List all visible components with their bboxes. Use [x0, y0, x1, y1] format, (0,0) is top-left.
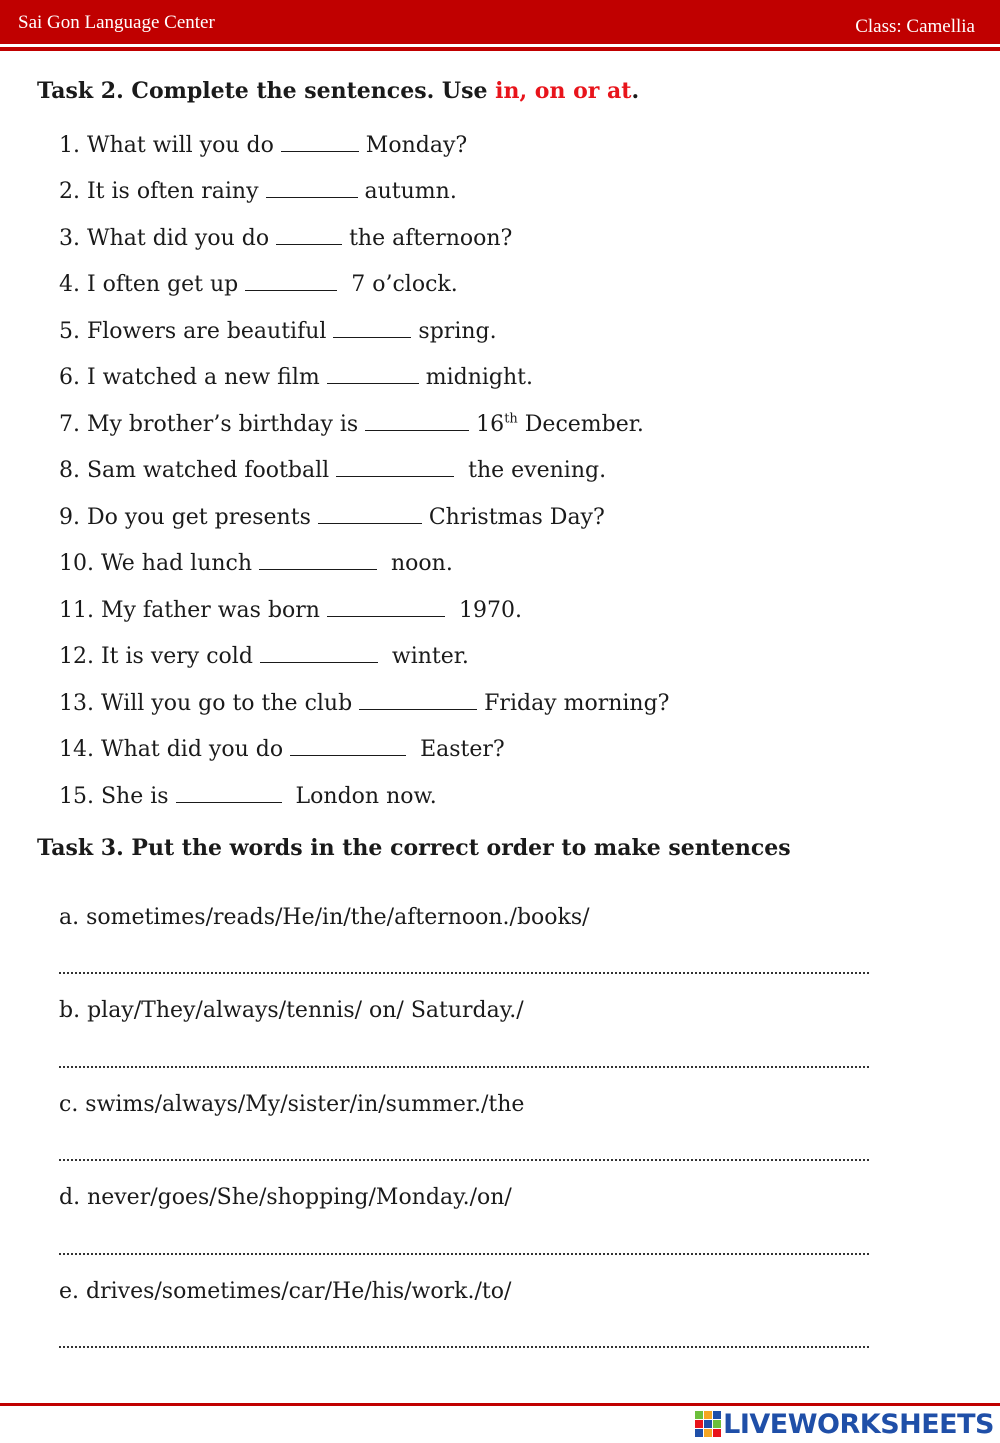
task2-item-4: 4. I often get up 7 o’clock.	[59, 272, 458, 297]
task3-item-e: e. drives/sometimes/car/He/his/work./to/	[59, 1279, 512, 1304]
answer-blank[interactable]	[318, 505, 422, 524]
answer-blank[interactable]	[336, 458, 454, 477]
liveworksheets-logo-icon	[695, 1411, 721, 1437]
task2-item-11: 11. My father was born 1970.	[59, 598, 522, 623]
header-bar	[0, 0, 1000, 44]
task2-item-15: 15. She is London now.	[59, 784, 437, 809]
task2-item-9: 9. Do you get presents Christmas Day?	[59, 505, 605, 530]
task2-item-10: 10. We had lunch noon.	[59, 551, 453, 576]
ordinal-suffix: th	[504, 411, 518, 427]
liveworksheets-logo[interactable]	[695, 1407, 994, 1441]
answer-line[interactable]	[59, 1064, 869, 1068]
task3-item-a: a. sometimes/reads/He/in/the/afternoon./books/	[59, 905, 590, 930]
task2-item-1: 1. What will you do Monday?	[59, 133, 468, 158]
task2-title: Task 2. Complete the sentences. Use in, on or at.	[37, 78, 640, 104]
task3-item-d: d. never/goes/She/shopping/Monday./on/	[59, 1185, 512, 1210]
task2-item-2: 2. It is often rainy autumn.	[59, 179, 457, 204]
task2-item-14: 14. What did you do Easter?	[59, 737, 505, 762]
answer-blank[interactable]	[259, 551, 377, 570]
task2-item-13: 13. Will you go to the club Friday morning?	[59, 691, 670, 716]
logo-text: LIVEWORKSHEETS	[723, 1408, 994, 1440]
answer-blank[interactable]	[245, 272, 337, 291]
header-divider	[0, 47, 1000, 51]
answer-blank[interactable]	[281, 133, 359, 152]
answer-blank[interactable]	[359, 691, 477, 710]
answer-blank[interactable]	[290, 737, 406, 756]
task2-item-6: 6. I watched a new film midnight.	[59, 365, 533, 390]
answer-blank[interactable]	[266, 179, 358, 198]
task2-item-8: 8. Sam watched football the evening.	[59, 458, 607, 483]
answer-blank[interactable]	[327, 365, 419, 384]
task2-item-5: 5. Flowers are beautiful spring.	[59, 319, 497, 344]
answer-line[interactable]	[59, 1251, 869, 1255]
answer-blank[interactable]	[176, 784, 282, 803]
task2-title-highlight: in, on or at	[495, 78, 632, 104]
school-name: Sai Gon Language Center	[18, 12, 215, 33]
answer-blank[interactable]	[365, 412, 469, 431]
answer-blank[interactable]	[276, 226, 342, 245]
task2-item-3: 3. What did you do the afternoon?	[59, 226, 513, 251]
answer-blank[interactable]	[260, 644, 378, 663]
task3-title: Task 3. Put the words in the correct order to make sentences	[37, 835, 791, 861]
answer-line[interactable]	[59, 970, 869, 974]
answer-blank[interactable]	[327, 598, 445, 617]
answer-line[interactable]	[59, 1344, 869, 1348]
answer-line[interactable]	[59, 1157, 869, 1161]
footer-divider	[0, 1403, 1000, 1406]
task3-item-c: c. swims/always/My/sister/in/summer./the	[59, 1092, 525, 1117]
task2-item-12: 12. It is very cold winter.	[59, 644, 469, 669]
class-name: Class: Camellia	[855, 16, 975, 37]
task3-item-b: b. play/They/always/tennis/ on/ Saturday./	[59, 998, 524, 1023]
answer-blank[interactable]	[333, 319, 411, 338]
task2-item-7: 7. My brother’s birthday is 16th December.	[59, 411, 644, 437]
